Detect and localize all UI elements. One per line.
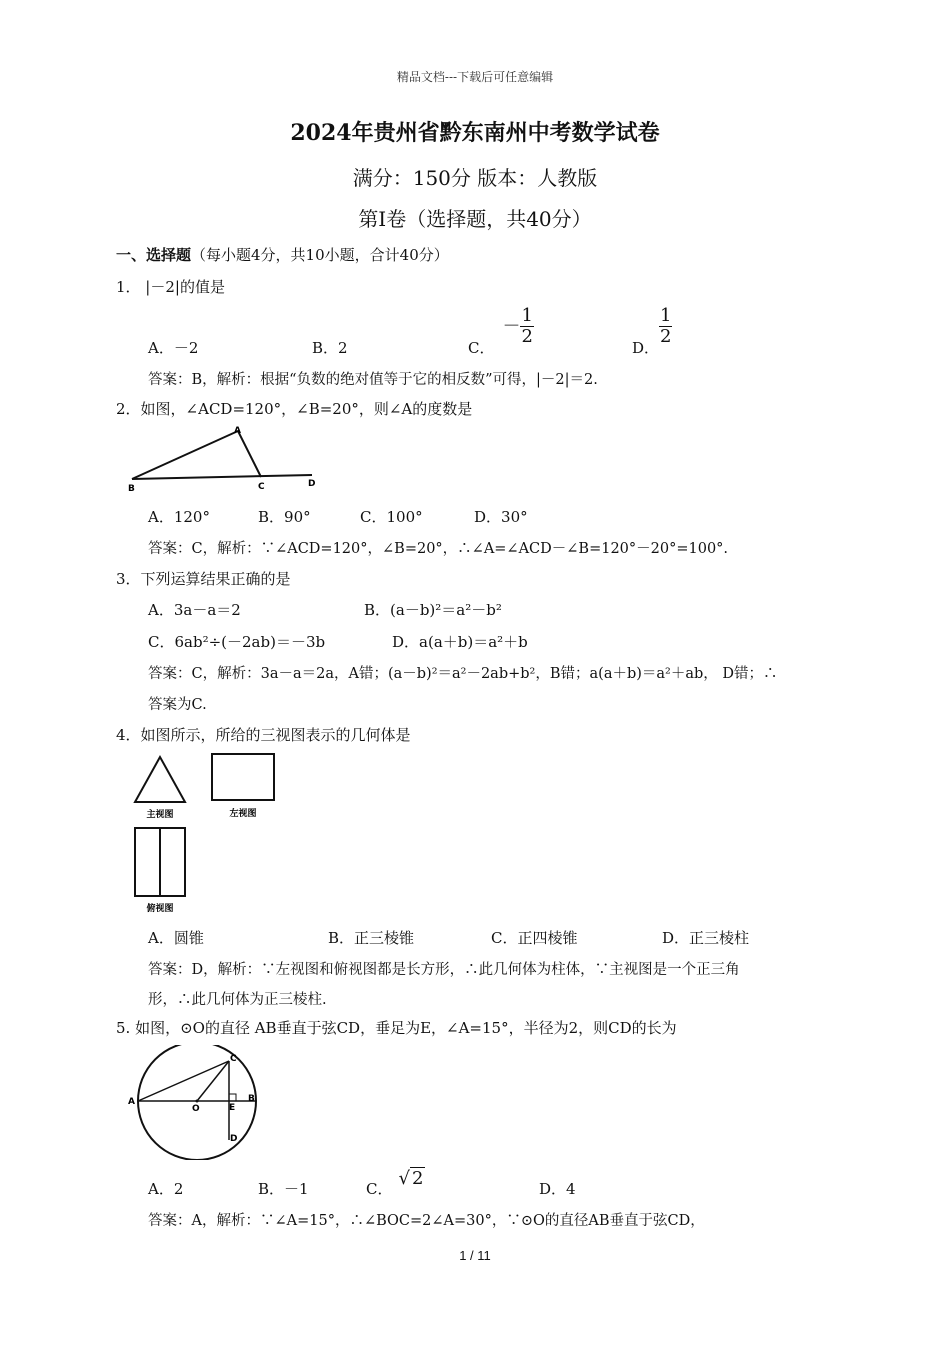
q2-answer: 答案：C，解析：∵∠ACD=120°，∠B=20°，∴∠A=∠ACD－∠B=120°－20°=100°. (148, 541, 729, 557)
q3-stem: 3．下列运算结果正确的是 (116, 570, 291, 588)
fig-caption-front: 主视图 (146, 810, 174, 820)
q3-option-c: C．6ab²÷(－2ab)＝－3b (148, 633, 326, 651)
q2-option-a: A．120° (148, 508, 210, 526)
q4-answer-line1: 答案：D，解析：∵左视图和俯视图都是长方形，∴此几何体为柱体，∵主视图是一个正三角 (148, 962, 740, 978)
page-header: 精品文档---下载后可任意编辑 (396, 70, 554, 84)
q5-option-c: C． √ 2 (366, 1168, 424, 1198)
q4-answer-line2: 形，∴此几何体为正三棱柱. (148, 992, 327, 1008)
q3-option-a: A．3a－a＝2 (148, 601, 241, 619)
q2-option-d: D．30° (474, 508, 528, 526)
q5-stem: 5. 如图，⊙O的直径 AB垂直于弦CD，垂足为E，∠A=15°，半径为2，则CD的长为 (116, 1019, 677, 1037)
q4-stem: 4．如图所示，所给的三视图表示的几何体是 (116, 726, 411, 744)
q5-answer: 答案：A，解析：∵∠A=15°，∴∠BOC=2∠A=30°，∵⊙O的直径AB垂直于弦CD， (148, 1213, 705, 1229)
q1-option-b: B．2 (312, 339, 348, 357)
q5-option-a: A．2 (148, 1180, 184, 1198)
q4-option-d: D．正三棱柱 (662, 929, 750, 947)
q4-three-view-figure (125, 750, 290, 920)
q1-option-d: D． $\frac{1}{2}$ (632, 305, 672, 357)
q2-option-b: B．90° (258, 508, 311, 526)
q1-stem: 1． |－2|的值是 (116, 278, 225, 296)
subtitle-part: 第I卷（选择题，共40分） (358, 207, 592, 231)
subtitle-score: 满分：150分 版本：人教版 (352, 166, 598, 190)
q3-option-d: D．a(a＋b)＝a²＋b (392, 633, 528, 651)
q1-option-c: C．－ $\frac{1}{2}$ (468, 305, 533, 357)
fig-label-a: A (128, 1097, 135, 1107)
fig-label-c: C (258, 482, 265, 492)
q5-option-b: B．－1 (258, 1180, 309, 1198)
q2-option-c: C．100° (360, 508, 423, 526)
q5-circle-figure (120, 1045, 270, 1160)
fig-label-o: O (192, 1104, 200, 1114)
fig-caption-left: 左视图 (229, 809, 257, 819)
fig-label-d: D (230, 1134, 238, 1144)
q4-option-b: B．正三棱锥 (328, 929, 415, 947)
fig-label-a: A (234, 426, 241, 436)
section-heading: 一、选择题（每小题4分，共10小题，合计40分） (116, 246, 449, 264)
fig-label-d: D (308, 479, 316, 489)
q3-answer-line2: 答案为C. (148, 697, 207, 713)
q2-stem: 2．如图，∠ACD=120°，∠B=20°，则∠A的度数是 (116, 400, 473, 418)
fig-label-c: C (230, 1054, 237, 1064)
q2-triangle-figure (120, 420, 330, 500)
q5-option-d: D．4 (539, 1180, 576, 1198)
page-number: 1 / 11 (459, 1248, 491, 1263)
fig-label-e: E (229, 1103, 236, 1113)
fig-label-b: B (128, 484, 135, 494)
q4-option-c: C．正四棱锥 (491, 929, 578, 947)
fig-label-b: B (248, 1094, 255, 1104)
q4-option-a: A．圆锥 (148, 929, 204, 947)
q1-answer: 答案：B，解析：根据“负数的绝对值等于它的相反数”可得，|－2|＝2. (148, 372, 598, 388)
fig-caption-top: 俯视图 (146, 904, 174, 914)
q1-option-a: A．－2 (148, 339, 199, 357)
page-title: 2024年贵州省黔东南州中考数学试卷 (290, 120, 660, 146)
q3-option-b: B．(a－b)²＝a²－b² (364, 601, 502, 619)
q3-answer-line1: 答案：C，解析：3a－a＝2a，A错；(a－b)²＝a²－2ab+b²，B错；a(a＋b)＝a²＋ab， D错；∴ (148, 666, 778, 682)
